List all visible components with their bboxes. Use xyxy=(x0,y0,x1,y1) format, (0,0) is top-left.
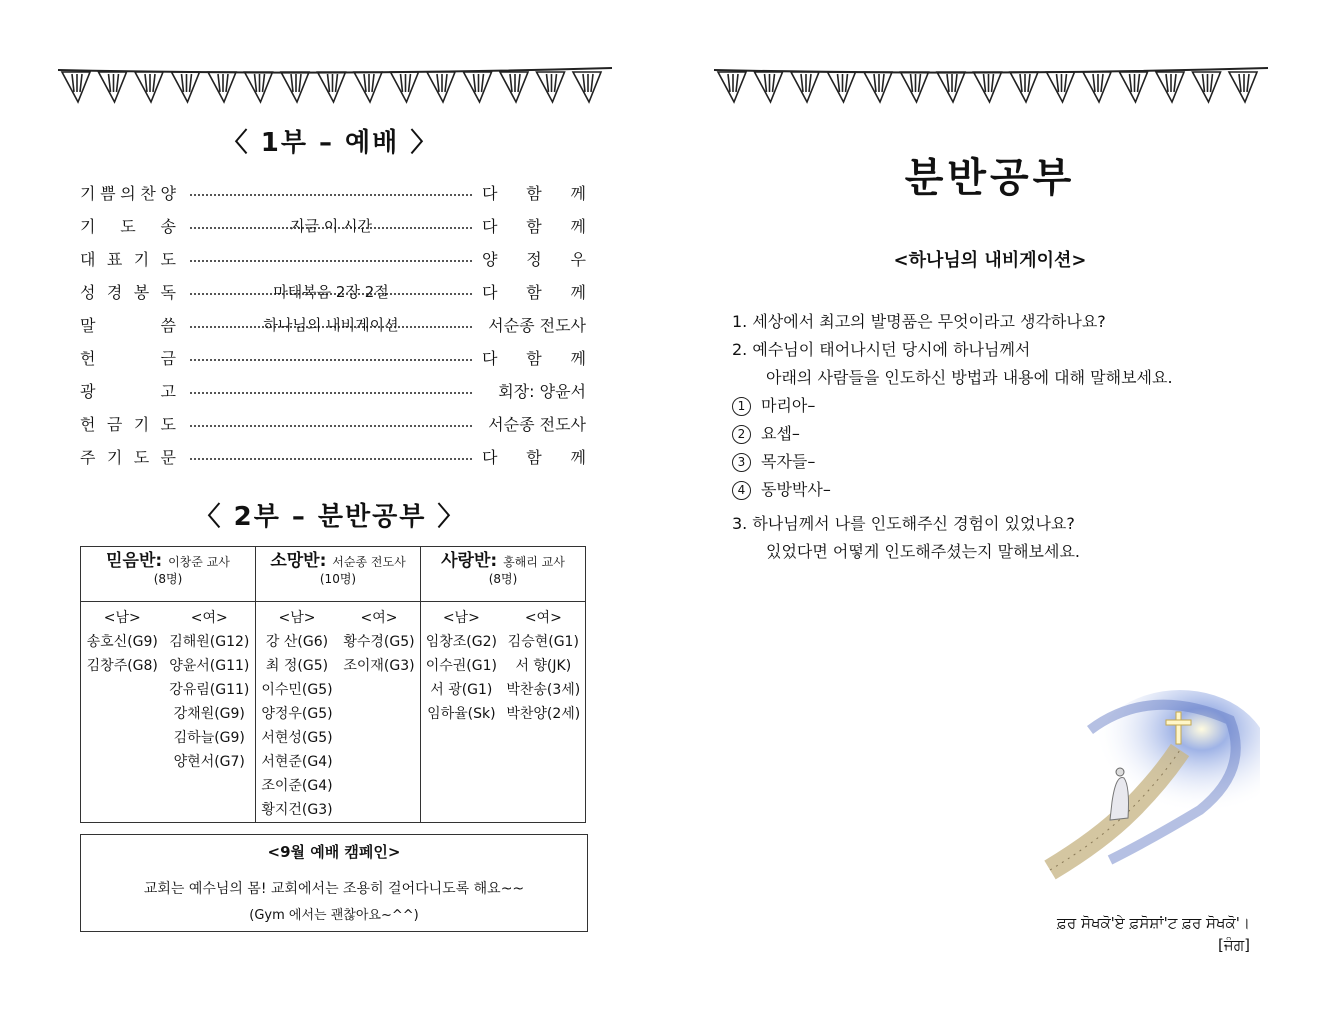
bunting-flag xyxy=(1047,72,1075,102)
bunting-flag xyxy=(391,72,419,102)
bunting-flag xyxy=(245,72,273,102)
student-name: 황수경(G5) xyxy=(343,634,415,650)
flag-hatch xyxy=(1203,74,1205,92)
flag-hatch xyxy=(911,74,913,92)
order-label-char: 기 xyxy=(133,250,150,269)
order-leader-text: 께 xyxy=(570,184,586,203)
flag-hatch xyxy=(809,74,811,92)
lesson-subtitle: <하나님의 내비게이션> xyxy=(893,250,1087,271)
student-name: 임창조(G2) xyxy=(425,634,497,650)
student-name: 양현서(G7) xyxy=(173,754,245,770)
order-leader-text: 께 xyxy=(570,448,586,467)
order-label-char: 도 xyxy=(133,448,150,467)
student-name: 황지건(G3) xyxy=(261,802,333,818)
answer-item xyxy=(732,392,1292,420)
male-column xyxy=(261,606,332,822)
bunting-flag xyxy=(427,72,455,102)
order-label xyxy=(80,412,176,435)
class-teacher: 이창준 교사 xyxy=(168,555,230,569)
question-line: 2. 예수님이 태어나시던 당시에 하나님께서 xyxy=(732,340,1031,359)
student-name: 서현성(G5) xyxy=(261,730,333,746)
item-number: 3 xyxy=(732,453,751,472)
order-label-char: 양 xyxy=(160,184,176,203)
order-label-char: 금 xyxy=(160,349,176,368)
flag-hatch xyxy=(72,74,74,92)
order-label xyxy=(80,280,176,303)
flag-hatch xyxy=(510,74,512,92)
student-name: 송호신(G9) xyxy=(86,634,158,650)
order-leader-text: 함 xyxy=(526,217,542,236)
flag-hatch xyxy=(145,74,147,92)
bunting-flag xyxy=(500,72,528,102)
order-label xyxy=(80,313,176,336)
student-name: 양윤서(G11) xyxy=(169,658,250,674)
order-row xyxy=(80,209,586,242)
leader-dots xyxy=(190,359,472,361)
class-roster xyxy=(421,602,586,823)
flag-hatch xyxy=(1239,74,1241,92)
flag-hatch xyxy=(1166,74,1168,92)
leader-dots xyxy=(190,425,472,427)
order-row xyxy=(80,242,586,275)
class-count: (8명) xyxy=(488,572,518,586)
flag-hatch xyxy=(218,74,220,92)
credit-line2: [ਜੰਗ] xyxy=(1218,936,1250,954)
class-table xyxy=(80,546,586,823)
order-label xyxy=(80,346,176,369)
bunting-flag xyxy=(1156,72,1184,102)
student-name: 김해원(G12) xyxy=(169,634,250,650)
order-label-char: 고 xyxy=(160,382,176,401)
order-leader-text: 서순종 전도사 xyxy=(488,415,586,434)
flag-hatch xyxy=(1065,74,1067,92)
order-label-char: 쁨 xyxy=(100,184,116,203)
flag-hatch xyxy=(1057,74,1059,92)
order-row xyxy=(80,440,586,473)
order-label-char: 봉 xyxy=(133,283,150,302)
bunting-flag xyxy=(573,72,601,102)
order-label-char: 주 xyxy=(80,448,96,467)
student-name: 서 향(JK) xyxy=(515,658,572,674)
class-header xyxy=(81,547,256,602)
order-leader-text: 함 xyxy=(526,349,542,368)
flag-hatch xyxy=(1093,74,1095,92)
order-label xyxy=(80,214,176,237)
flag-hatch xyxy=(736,74,738,92)
male-column xyxy=(87,606,158,774)
order-label xyxy=(80,445,176,468)
order-leader xyxy=(482,280,586,303)
class-name: 사랑반: xyxy=(441,551,504,571)
bunting-flag xyxy=(172,72,200,102)
leader-dots xyxy=(190,260,472,262)
order-label-char: 성 xyxy=(80,283,96,302)
flag-hatch xyxy=(801,74,803,92)
flag-hatch xyxy=(109,74,111,92)
flag-hatch xyxy=(117,74,119,92)
item-text: 요셉– xyxy=(761,424,800,443)
flag-hatch xyxy=(263,74,265,92)
order-leader-text: 다 xyxy=(482,283,498,302)
gender-label: <남> xyxy=(442,610,480,626)
female-column xyxy=(169,606,249,774)
order-leader-text: 정 xyxy=(526,250,542,269)
illustration-credit xyxy=(956,912,1250,956)
flag-hatch xyxy=(1020,74,1022,92)
bunting-flag xyxy=(537,72,565,102)
class-roster xyxy=(81,602,256,823)
leader-dots: 지금 이 시간 xyxy=(190,227,472,229)
leader-dots: 하나님의 내비게이션 xyxy=(190,326,472,328)
campaign-title: <9월 예배 캠페인> xyxy=(267,843,401,861)
bunting-flag xyxy=(135,72,163,102)
bunting-decoration xyxy=(660,62,1320,112)
student-name: 김창주(G8) xyxy=(86,658,158,674)
flag-hatch xyxy=(728,74,730,92)
class-count: (10명) xyxy=(319,572,357,586)
question-line: 1. 세상에서 최고의 발명품은 무엇이라고 생각하나요? xyxy=(732,312,1106,331)
student-name: 김승현(G1) xyxy=(507,634,579,650)
item-text: 마리아– xyxy=(761,396,816,415)
flag-hatch xyxy=(299,74,301,92)
part1-title: 〈 1부 – 예배 〉 xyxy=(221,128,439,158)
gender-label: <남> xyxy=(278,610,316,626)
order-leader xyxy=(482,181,586,204)
leader-dots xyxy=(190,392,472,394)
answer-item xyxy=(732,448,1292,476)
right-page xyxy=(660,0,1320,1020)
student-name: 강유림(G11) xyxy=(169,682,250,698)
student-name: 박찬양(2세) xyxy=(506,706,581,722)
flag-hatch xyxy=(838,74,840,92)
bunting-flag xyxy=(354,72,382,102)
class-count: (8명) xyxy=(153,572,183,586)
class-roster xyxy=(256,602,421,823)
student-name: 박찬송(3세) xyxy=(506,682,581,698)
bunting-flag xyxy=(1010,72,1038,102)
student-name: 강 산(G6) xyxy=(265,634,329,650)
order-label-char: 기 xyxy=(106,448,123,467)
flag-hatch xyxy=(255,74,257,92)
female-column xyxy=(343,606,414,822)
flag-hatch xyxy=(445,74,447,92)
student-name: 김하늘(G9) xyxy=(173,730,245,746)
bunting-flag xyxy=(1193,72,1221,102)
bunting-flag xyxy=(974,72,1002,102)
order-label-char: 대 xyxy=(80,250,96,269)
order-row xyxy=(80,374,586,407)
question-line: 아래의 사람들을 인도하신 방법과 내용에 대해 말해보세요. xyxy=(766,368,1173,387)
flag-hatch xyxy=(1174,74,1176,92)
order-label-char: 기 xyxy=(80,217,96,236)
student-name: 서현준(G4) xyxy=(261,754,333,770)
flag-hatch xyxy=(437,74,439,92)
bunting-flag xyxy=(62,72,90,102)
item-number: 2 xyxy=(732,425,751,444)
flag-hatch xyxy=(364,74,366,92)
campaign-line1: 교회는 예수님의 몸! 교회에서는 조용히 걸어다니도록 해요~~ xyxy=(143,881,525,897)
class-teacher: 홍해리 교사 xyxy=(503,555,565,569)
campaign-line2: (Gym 에서는 괜찮아요~^^) xyxy=(249,908,419,923)
order-row xyxy=(80,341,586,374)
answer-item xyxy=(732,476,1292,504)
item-number: 4 xyxy=(732,481,751,500)
bunting-flag xyxy=(901,72,929,102)
order-label xyxy=(80,181,176,204)
bunting-flag xyxy=(1120,72,1148,102)
flag-hatch xyxy=(409,74,411,92)
order-label-char: 도 xyxy=(160,415,176,434)
order-label-char: 도 xyxy=(160,250,176,269)
bunting-flag xyxy=(1229,72,1257,102)
flag-hatch xyxy=(401,74,403,92)
student-name: 서 광(G1) xyxy=(430,682,493,698)
bunting-flag xyxy=(318,72,346,102)
order-label-char: 씀 xyxy=(160,316,176,335)
order-leader xyxy=(482,313,586,336)
order-leader xyxy=(482,247,586,270)
student-name: 임하율(Sk) xyxy=(427,706,496,722)
order-leader-text: 서순종 전도사 xyxy=(488,316,586,335)
order-leader xyxy=(482,445,586,468)
flag-hatch xyxy=(846,74,848,92)
flag-hatch xyxy=(328,74,330,92)
flag-hatch xyxy=(955,74,957,92)
item-number: 1 xyxy=(732,397,751,416)
order-label-char: 기 xyxy=(80,184,96,203)
flag-hatch xyxy=(919,74,921,92)
leader-dots: 마태복음 2장 2절 xyxy=(190,293,472,295)
bunting-flag xyxy=(864,72,892,102)
order-leader-text: 함 xyxy=(526,283,542,302)
order-label-char: 기 xyxy=(133,415,150,434)
order-label xyxy=(80,247,176,270)
flag-hatch xyxy=(765,74,767,92)
order-label-char: 헌 xyxy=(80,349,96,368)
student-name: 양정우(G5) xyxy=(261,706,333,722)
bunting-flag xyxy=(464,72,492,102)
flag-hatch xyxy=(1101,74,1103,92)
order-label-char: 송 xyxy=(160,217,176,236)
student-name: 이수권(G1) xyxy=(425,658,497,674)
order-label-char: 찬 xyxy=(140,184,156,203)
student-name: 최 정(G5) xyxy=(265,658,329,674)
bunting-flag xyxy=(1083,72,1111,102)
bunting-flag xyxy=(718,72,746,102)
flag-hatch xyxy=(153,74,155,92)
order-label-char: 표 xyxy=(106,250,123,269)
credit-line1: ਫ਼ਰ ਸੋਖਕੋ'ਏ ਫ਼ਸੋਸ਼ਾਂ'ਟ ਫ਼ਰ ਸੋਖਕੋ'। xyxy=(1057,914,1250,932)
question-line: 3. 하나님께서 나를 인도해주신 경험이 있었나요? xyxy=(732,514,1075,533)
flag-hatch xyxy=(1028,74,1030,92)
order-leader-text: 께 xyxy=(570,217,586,236)
order-label-char: 경 xyxy=(106,283,123,302)
order-leader-text: 께 xyxy=(570,349,586,368)
bunting-decoration xyxy=(0,62,660,112)
flag-hatch xyxy=(555,74,557,92)
flag-hatch xyxy=(1211,74,1213,92)
bunting-flag xyxy=(937,72,965,102)
flag-hatch xyxy=(372,74,374,92)
flag-hatch xyxy=(1138,74,1140,92)
order-row xyxy=(80,308,586,341)
part2-title: 〈 2부 – 분반공부 〉 xyxy=(194,502,466,532)
campaign-box xyxy=(80,834,588,932)
class-header xyxy=(421,547,586,602)
flag-hatch xyxy=(190,74,192,92)
flag-hatch xyxy=(518,74,520,92)
flag-hatch xyxy=(474,74,476,92)
bunting-flag xyxy=(208,72,236,102)
order-leader xyxy=(482,214,586,237)
student-name: 조이재(G3) xyxy=(343,658,415,674)
flag-hatch xyxy=(80,74,82,92)
flag-hatch xyxy=(984,74,986,92)
bunting-flag xyxy=(755,72,783,102)
flag-hatch xyxy=(992,74,994,92)
female-column xyxy=(506,606,580,726)
flag-hatch xyxy=(1130,74,1132,92)
leader-dots xyxy=(190,194,472,196)
gender-label: <남> xyxy=(103,610,141,626)
bunting-flag xyxy=(281,72,309,102)
question-line: 있었다면 어떻게 인도해주셨는지 말해보세요. xyxy=(766,542,1081,561)
flag-hatch xyxy=(291,74,293,92)
flag-hatch xyxy=(547,74,549,92)
bunting-flag xyxy=(828,72,856,102)
class-teacher: 서순종 전도사 xyxy=(332,555,406,569)
order-leader xyxy=(482,379,586,402)
order-leader-text: 함 xyxy=(526,448,542,467)
class-name: 소망반: xyxy=(270,551,333,571)
flag-hatch xyxy=(882,74,884,92)
item-text: 동방박사– xyxy=(761,480,831,499)
flag-hatch xyxy=(482,74,484,92)
flag-hatch xyxy=(583,74,585,92)
student-name: 이수민(G5) xyxy=(261,682,333,698)
order-leader-text: 함 xyxy=(526,184,542,203)
order-leader xyxy=(482,412,586,435)
order-label-char: 헌 xyxy=(80,415,96,434)
order-label xyxy=(80,379,176,402)
page-title: 분반공부 xyxy=(904,155,1076,201)
order-leader-text: 께 xyxy=(570,283,586,302)
order-label-char: 독 xyxy=(160,283,176,302)
flag-hatch xyxy=(947,74,949,92)
student-name: 조이준(G4) xyxy=(261,778,333,794)
order-label-char: 의 xyxy=(120,184,136,203)
gender-label: <여> xyxy=(524,610,562,626)
answer-item xyxy=(732,420,1292,448)
order-leader-text: 우 xyxy=(570,250,586,269)
order-leader-text: 다 xyxy=(482,448,498,467)
order-leader-text: 다 xyxy=(482,217,498,236)
order-leader-text: 회장: 양윤서 xyxy=(498,382,586,401)
class-name: 믿음반: xyxy=(106,551,169,571)
flag-hatch xyxy=(591,74,593,92)
flag-hatch xyxy=(336,74,338,92)
order-row xyxy=(80,176,586,209)
leader-dots xyxy=(190,458,472,460)
male-column xyxy=(426,606,497,726)
flag-hatch xyxy=(773,74,775,92)
order-label-char: 도 xyxy=(120,217,136,236)
order-label-char: 문 xyxy=(160,448,176,467)
order-label-char: 금 xyxy=(106,415,123,434)
flag-hatch xyxy=(182,74,184,92)
student-name: 강채원(G9) xyxy=(173,706,245,722)
class-header xyxy=(256,547,421,602)
flag-hatch xyxy=(874,74,876,92)
order-leader-text: 다 xyxy=(482,184,498,203)
order-label-char: 광 xyxy=(80,382,96,401)
gender-label: <여> xyxy=(360,610,398,626)
bunting-flag xyxy=(99,72,127,102)
gender-label: <여> xyxy=(190,610,228,626)
bunting-flag xyxy=(791,72,819,102)
flag-hatch xyxy=(226,74,228,92)
questions-list xyxy=(732,308,1292,566)
flag-hatch xyxy=(1247,74,1249,92)
order-row xyxy=(80,275,586,308)
order-label-char: 말 xyxy=(80,316,96,335)
item-text: 목자들– xyxy=(761,452,816,471)
order-leader-text: 다 xyxy=(482,349,498,368)
order-leader xyxy=(482,346,586,369)
worship-order-list xyxy=(80,176,586,473)
order-row xyxy=(80,407,586,440)
navigation-cross-illustration xyxy=(1030,690,1260,880)
order-leader-text: 양 xyxy=(482,250,498,269)
